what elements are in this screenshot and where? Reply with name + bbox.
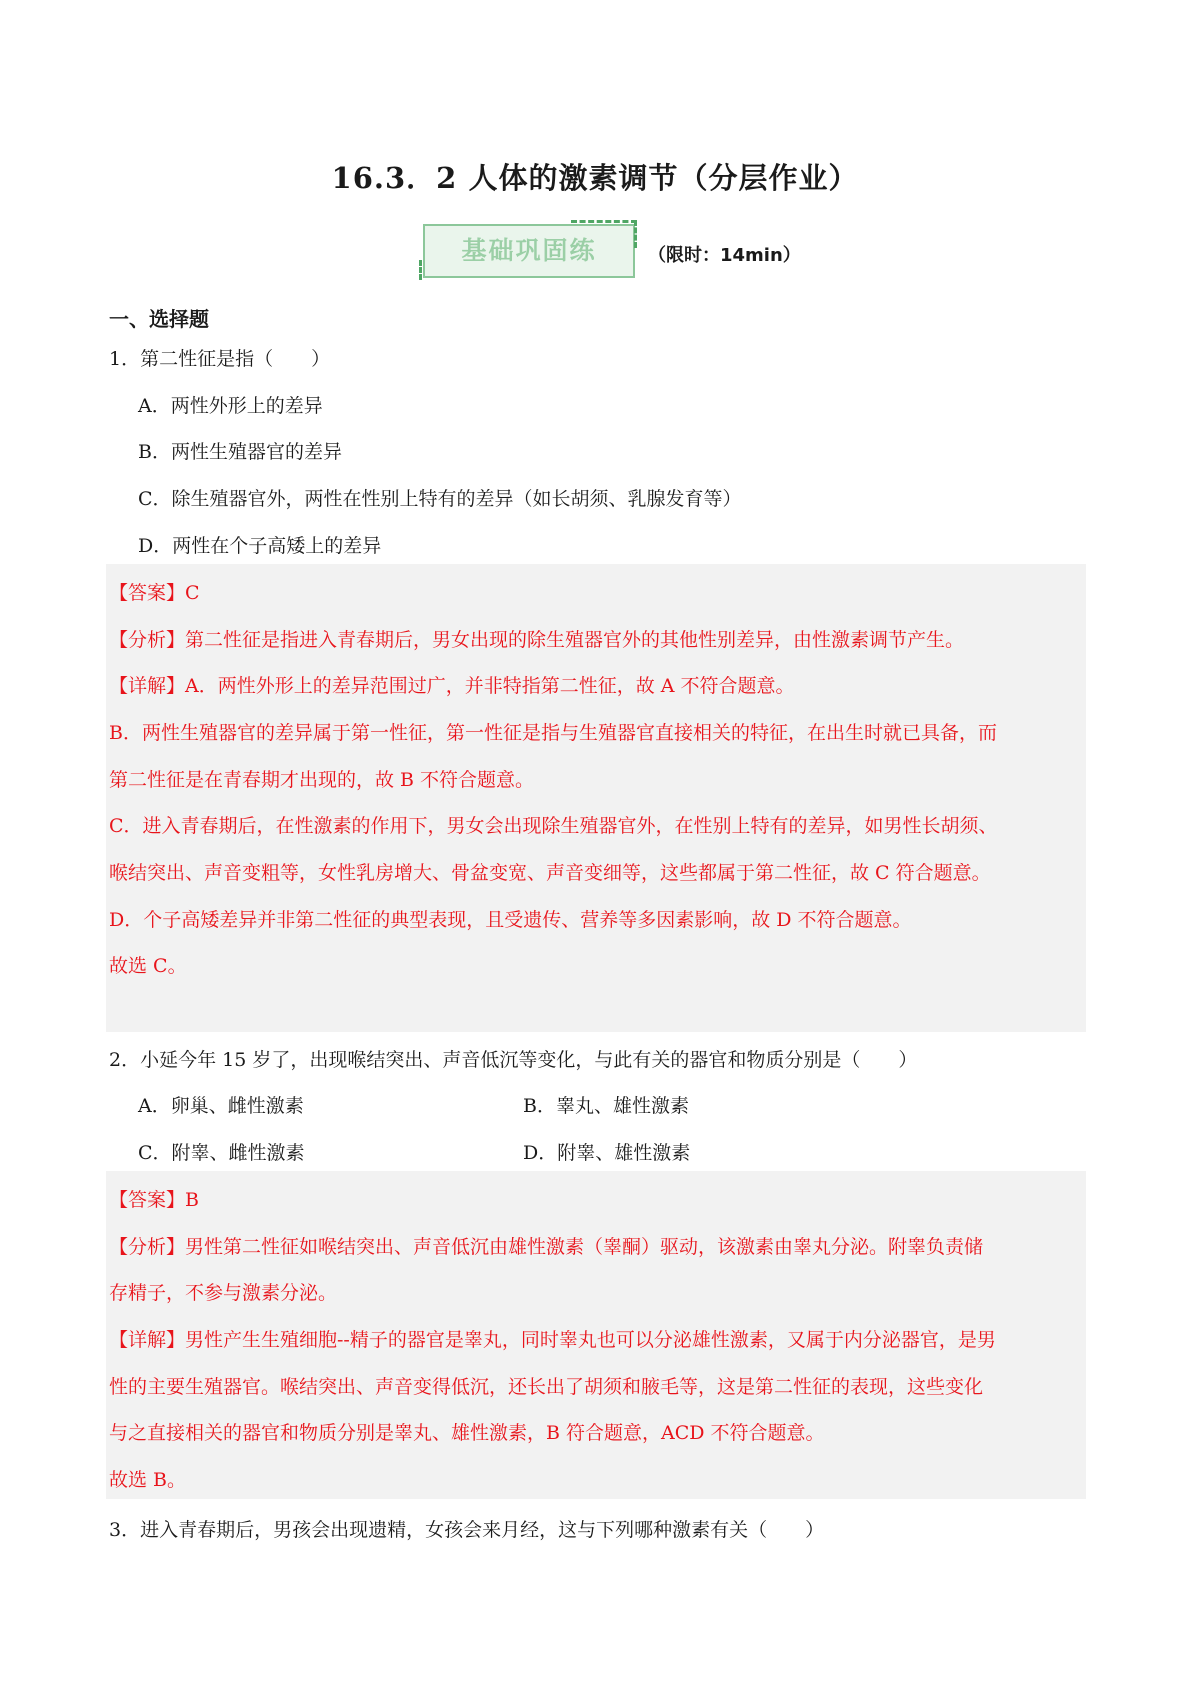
answer-value: C xyxy=(185,582,200,604)
detail-label: 【详解】 xyxy=(109,1329,186,1351)
detail-1-line-1 xyxy=(109,671,795,698)
detail-1-line-6: D．个子高矮差异并非第二性征的典型表现，且受遗传、营养等多因素影响，故 D 不符合题意。 xyxy=(109,909,912,931)
question-2-stem: 2．小延今年 15 岁了，出现喉结突出、声音低沉等变化，与此有关的器官和物质分别是（ ） xyxy=(109,1049,918,1071)
badge-label: 基础巩固练 xyxy=(461,236,597,265)
question-2-option-c: C．附睾、雌性激素 xyxy=(138,1142,305,1164)
detail-2-line-1 xyxy=(109,1325,996,1352)
question-1-option-c: C．除生殖器官外，两性在性别上特有的差异（如长胡须、乳腺发育等） xyxy=(138,488,742,510)
detail-1-line-2: B．两性生殖器官的差异属于第一性征，第一性征是指与生殖器官直接相关的特征，在出生时就已具备，而 xyxy=(109,722,997,744)
answer-label: 【答案】 xyxy=(109,582,186,604)
section-heading: 一、选择题 xyxy=(109,307,209,331)
detail-text: 男性产生生殖细胞--精子的器官是睾丸，同时睾丸也可以分泌雄性激素，又属于内分泌器官，是男 xyxy=(185,1329,996,1351)
question-1-option-b: B．两性生殖器官的差异 xyxy=(138,441,342,463)
answer-2 xyxy=(109,1185,199,1212)
answer-label: 【答案】 xyxy=(109,1189,186,1211)
answer-value: B xyxy=(185,1189,199,1211)
question-1-stem: 1．第二性征是指（ ） xyxy=(109,348,331,370)
detail-1-line-4: C．进入青春期后，在性激素的作用下，男女会出现除生殖器官外，在性别上特有的差异，如男性长胡须、 xyxy=(109,815,998,837)
question-2-option-b: B．睾丸、雄性激素 xyxy=(523,1095,689,1117)
analysis-1 xyxy=(109,625,964,652)
detail-text: A．两性外形上的差异范围过广，并非特指第二性征，故 A 不符合题意。 xyxy=(185,675,795,697)
detail-label: 【详解】 xyxy=(109,675,186,697)
detail-2-line-3: 与之直接相关的器官和物质分别是睾丸、雄性激素，B 符合题意，ACD 不符合题意。 xyxy=(109,1422,825,1444)
analysis-label: 【分析】 xyxy=(109,629,186,651)
analysis-2-line-1 xyxy=(109,1232,983,1259)
analysis-label: 【分析】 xyxy=(109,1236,186,1258)
page-title: 16.3．2 人体的激素调节（分层作业） xyxy=(331,161,859,195)
question-1-option-a: A．两性外形上的差异 xyxy=(138,395,323,417)
time-limit: （限时：14min） xyxy=(648,245,801,266)
detail-1-line-5: 喉结突出、声音变粗等，女性乳房增大、骨盆变宽、声音变细等，这些都属于第二性征，故 C 符合题意。 xyxy=(109,862,991,884)
detail-1-line-3: 第二性征是在青春期才出现的，故 B 不符合题意。 xyxy=(109,769,535,791)
question-2-option-a: A．卵巢、雌性激素 xyxy=(138,1095,304,1117)
detail-1-line-7: 故选 C。 xyxy=(109,955,187,977)
analysis-text: 男性第二性征如喉结突出、声音低沉由雄性激素（睾酮）驱动，该激素由睾丸分泌。附睾负责储 xyxy=(185,1236,984,1258)
analysis-2-line-2: 存精子，不参与激素分泌。 xyxy=(109,1282,338,1304)
question-1-option-d: D．两性在个子高矮上的差异 xyxy=(138,535,382,557)
answer-1 xyxy=(109,578,200,605)
question-3-stem: 3．进入青春期后，男孩会出现遗精，女孩会来月经，这与下列哪种激素有关（ ） xyxy=(109,1519,825,1541)
section-badge xyxy=(423,224,639,282)
question-2-option-d: D．附睾、雄性激素 xyxy=(523,1142,691,1164)
detail-2-line-4: 故选 B。 xyxy=(109,1469,187,1491)
analysis-text: 第二性征是指进入青春期后，男女出现的除生殖器官外的其他性别差异，由性激素调节产生。 xyxy=(185,629,965,651)
detail-2-line-2: 性的主要生殖器官。喉结突出、声音变得低沉，还长出了胡须和腋毛等，这是第二性征的表现，这些变化 xyxy=(109,1376,984,1398)
